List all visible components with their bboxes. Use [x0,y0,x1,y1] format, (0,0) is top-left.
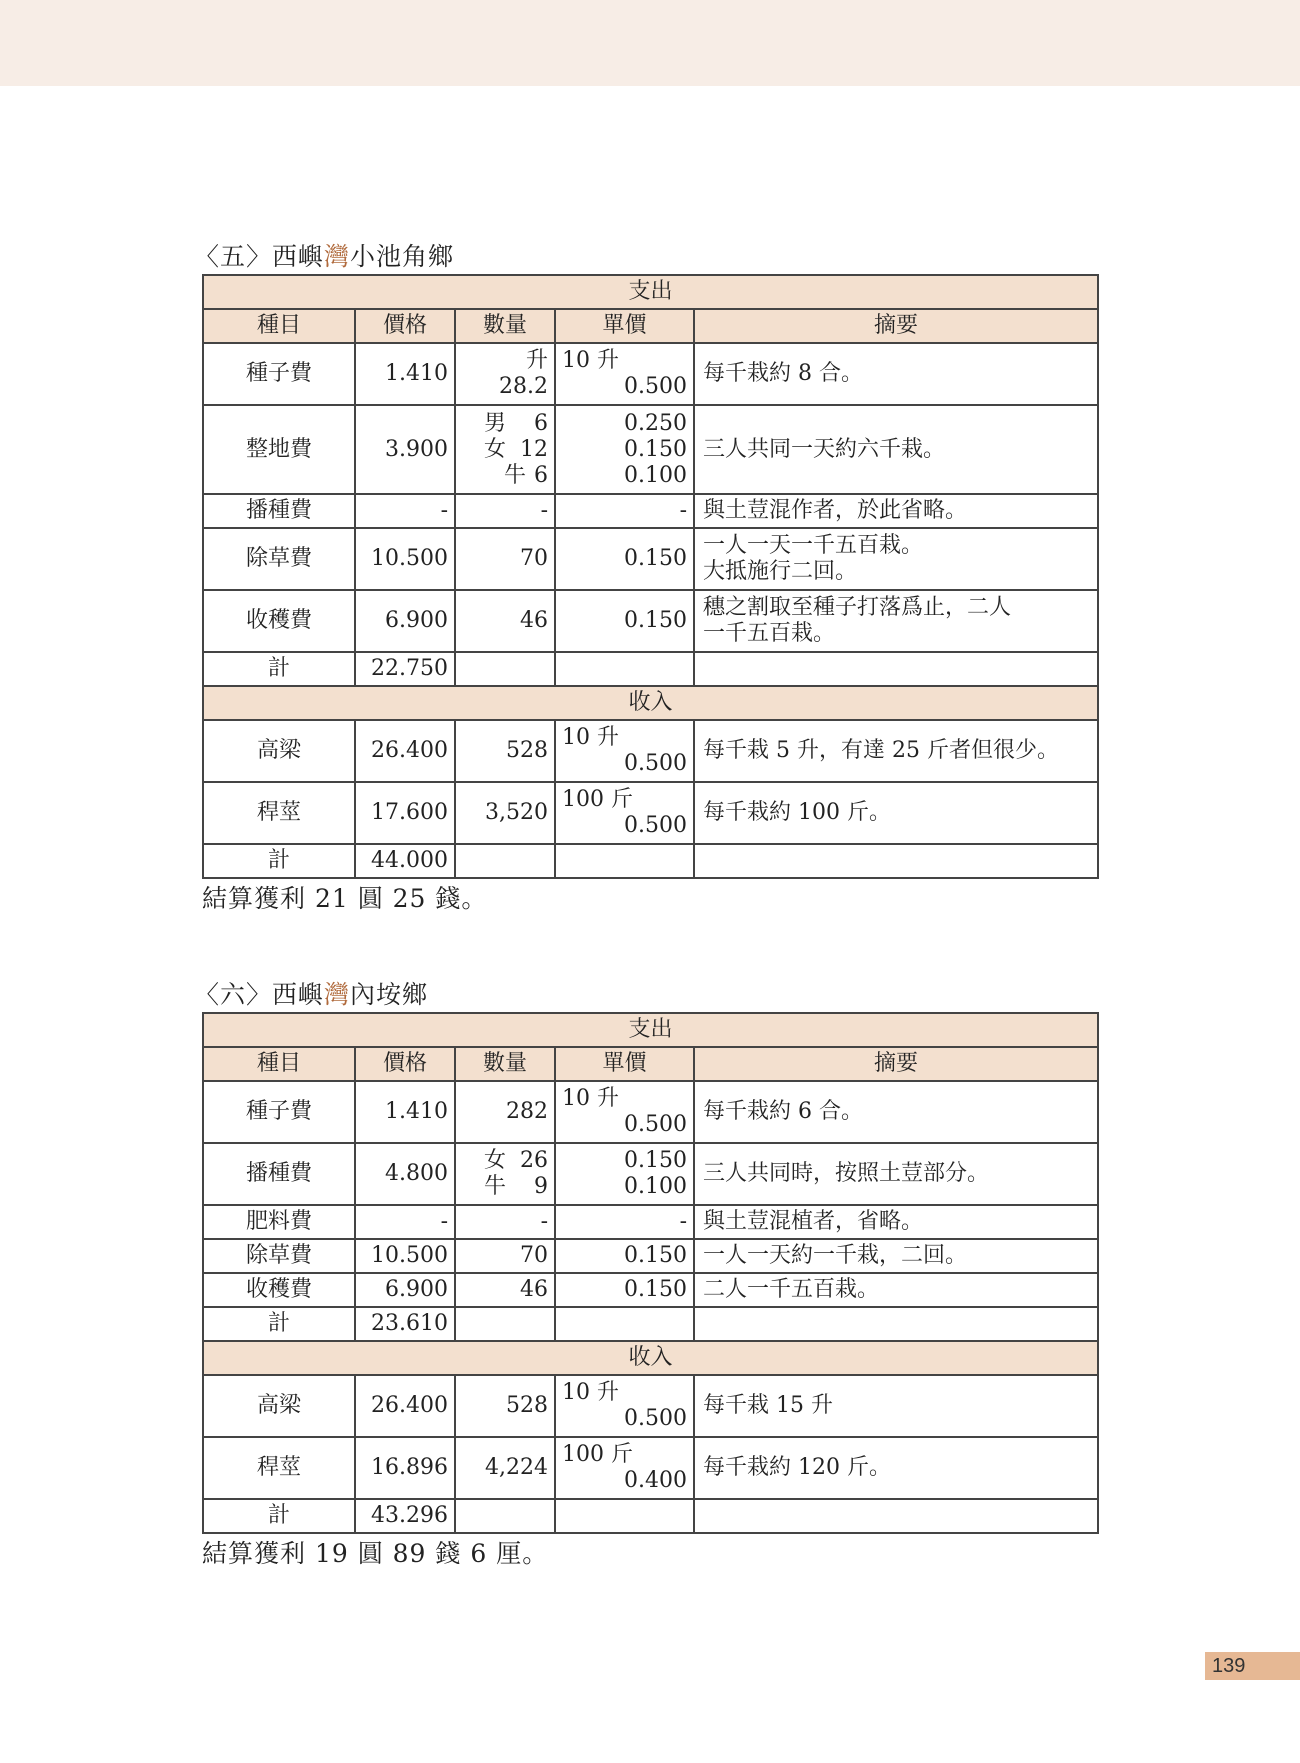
header-qty: 數量 [455,1047,555,1081]
table-row [203,782,1098,844]
unit-value: 0.500 [624,813,687,838]
cell-kind: 計 [203,1307,355,1341]
table-row [203,1205,1098,1239]
cell-price: 16.896 [355,1437,455,1499]
header-kind: 種目 [203,1047,355,1081]
unit-label: 100 斤 [562,1442,633,1467]
cell-unit: 0.150 [555,590,694,652]
summary-line: 一人一天一千五百栽。 [703,533,924,558]
cell-summary: 與土荳混作者，於此省略。 [694,494,1098,528]
cell-kind: 肥料費 [203,1205,355,1239]
cell-summary: 二人一千五百栽。 [694,1273,1098,1307]
cell-kind: 高梁 [203,720,355,782]
table-row [203,1437,1098,1499]
cell-price: 1.410 [355,343,455,405]
cell-empty [694,652,1098,686]
cell-unit [555,782,694,844]
top-band [0,0,1300,86]
cell-summary [694,528,1098,590]
cell-kind: 除草費 [203,528,355,590]
cell-empty [555,844,694,878]
expense-band: 支出 [203,275,1098,309]
table-row [203,720,1098,782]
header-unit: 單價 [555,309,694,343]
cell-qty [455,343,555,405]
cell-price: 1.410 [355,1081,455,1143]
cell-empty [694,1499,1098,1533]
cell-price: - [355,1205,455,1239]
unit-value: 0.100 [624,1174,687,1199]
cell-summary: 三人共同一天約六千栽。 [694,405,1098,494]
cell-price: 17.600 [355,782,455,844]
cell-unit: - [555,494,694,528]
section-title [194,240,1097,274]
qty-count: 12 [520,436,548,462]
cell-kind: 計 [203,652,355,686]
cell-unit: 0.150 [555,528,694,590]
title-highlight: 灣 [324,242,351,271]
title-suffix: 內垵鄉 [350,980,429,1009]
table-row-total [203,1499,1098,1533]
income-band: 收入 [203,686,1098,720]
budget-table [202,274,1099,879]
cell-kind: 播種費 [203,494,355,528]
section-xiyu-xiaochijiao [194,240,1097,919]
table-row [203,1375,1098,1437]
cell-price: 26.400 [355,1375,455,1437]
unit-value: 0.100 [624,462,687,488]
qty-count: 6 [534,410,548,436]
cell-empty [694,1307,1098,1341]
cell-summary: 每千栽 15 升 [694,1375,1098,1437]
income-band: 收入 [203,1341,1098,1375]
summary-line: 穗之割取至種子打落爲止，二人 [703,595,1012,620]
unit-value: 0.250 [624,410,687,436]
title-highlight: 灣 [324,980,351,1009]
title-suffix: 小池角鄉 [350,242,455,271]
unit-value: 0.500 [624,1112,687,1137]
cell-qty [455,1143,555,1205]
qty-pair [462,1148,548,1174]
unit-value: 0.500 [624,1406,687,1431]
qty-worker: 女 [483,436,506,462]
cell-price: - [355,494,455,528]
cell-empty [455,652,555,686]
header-unit: 單價 [555,1047,694,1081]
cell-summary: 一人一天約一千栽，二回。 [694,1239,1098,1273]
qty-pair [462,463,548,489]
table-row [203,590,1098,652]
header-price: 價格 [355,1047,455,1081]
header-kind: 種目 [203,309,355,343]
cell-qty: 46 [455,590,555,652]
cell-summary: 每千栽約 120 斤。 [694,1437,1098,1499]
table-row [203,528,1098,590]
cell-price: 10.500 [355,1239,455,1273]
unit-value: 0.400 [624,1468,687,1493]
qty-pair [462,1174,548,1200]
cell-price: 26.400 [355,720,455,782]
budget-table [202,1012,1099,1534]
cell-unit [555,720,694,782]
unit-label: 100 斤 [562,787,633,812]
cell-kind: 計 [203,1499,355,1533]
cell-kind: 種子費 [203,343,355,405]
cell-price: 43.296 [355,1499,455,1533]
cell-kind: 種子費 [203,1081,355,1143]
header-qty: 數量 [455,309,555,343]
cell-unit [555,343,694,405]
cell-price: 4.800 [355,1143,455,1205]
cell-price: 6.900 [355,1273,455,1307]
unit-value: 0.500 [624,751,687,776]
cell-empty [555,1499,694,1533]
cell-empty [455,1307,555,1341]
cell-qty: 282 [455,1081,555,1143]
qty-worker: 牛 [483,1174,506,1199]
unit-value: 0.150 [624,436,687,462]
cell-kind: 稈莖 [203,1437,355,1499]
unit-label: 10 升 [562,1380,619,1405]
cell-unit [555,405,694,494]
table-row [203,1273,1098,1307]
cell-price: 23.610 [355,1307,455,1341]
section-title [194,978,1097,1012]
cell-summary: 與土荳混植者，省略。 [694,1205,1098,1239]
title-prefix: 〈五〉西嶼 [194,242,325,271]
cell-summary: 每千栽約 8 合。 [694,343,1098,405]
table-row [203,343,1098,405]
qty-count: 6 [534,462,548,488]
table-row [203,1081,1098,1143]
header-price: 價格 [355,309,455,343]
cell-kind: 計 [203,844,355,878]
cell-empty [555,1307,694,1341]
cell-price: 6.900 [355,590,455,652]
qty-count: 9 [534,1174,548,1199]
unit-label: 10 升 [562,725,619,750]
cell-unit: 0.150 [555,1273,694,1307]
expense-band: 支出 [203,1013,1098,1047]
cell-qty [455,405,555,494]
table-row [203,494,1098,528]
qty-worker: 男 [483,410,506,436]
cell-summary [694,590,1098,652]
cell-price: 10.500 [355,528,455,590]
section-xiyu-neian [194,978,1097,1574]
qty-count: 26 [520,1148,548,1173]
table-row [203,405,1098,494]
table-row [203,1143,1098,1205]
summary-line: 一千五百栽。 [703,621,836,646]
result-line: 結算獲利 21 圓 25 錢。 [202,884,488,913]
cell-qty: 528 [455,1375,555,1437]
cell-summary: 每千栽約 100 斤。 [694,782,1098,844]
unit-value: 0.150 [624,1148,687,1173]
cell-qty: - [455,1205,555,1239]
qty-worker: 女 [483,1148,506,1173]
cell-qty: - [455,494,555,528]
title-prefix: 〈六〉西嶼 [194,980,325,1009]
qty-pair [462,411,548,437]
result-line: 結算獲利 19 圓 89 錢 6 厘。 [202,1539,549,1568]
cell-kind: 收穫費 [203,1273,355,1307]
cell-price: 3.900 [355,405,455,494]
cell-unit: 0.150 [555,1239,694,1273]
cell-qty: 70 [455,1239,555,1273]
qty-pair [462,437,548,463]
cell-kind: 除草費 [203,1239,355,1273]
cell-unit [555,1081,694,1143]
cell-unit [555,1375,694,1437]
summary-line: 大抵施行二回。 [703,559,858,584]
page-number: 139 [1212,1655,1246,1677]
table-row [203,1239,1098,1273]
cell-unit: - [555,1205,694,1239]
cell-qty: 528 [455,720,555,782]
cell-qty: 46 [455,1273,555,1307]
cell-qty: 70 [455,528,555,590]
cell-empty [694,844,1098,878]
qty-line: 升 [525,348,548,373]
cell-kind: 稈莖 [203,782,355,844]
cell-unit [555,1437,694,1499]
cell-qty: 3,520 [455,782,555,844]
unit-value: 0.500 [624,374,687,399]
cell-price: 22.750 [355,652,455,686]
cell-kind: 收穫費 [203,590,355,652]
cell-empty [555,652,694,686]
cell-empty [455,1499,555,1533]
table-row-total [203,1307,1098,1341]
cell-empty [455,844,555,878]
header-summary: 摘要 [694,309,1098,343]
cell-kind: 整地費 [203,405,355,494]
header-summary: 摘要 [694,1047,1098,1081]
table-row-total [203,652,1098,686]
cell-summary: 每千栽 5 升，有達 25 斤者但很少。 [694,720,1098,782]
cell-summary: 三人共同時，按照土荳部分。 [694,1143,1098,1205]
cell-kind: 播種費 [203,1143,355,1205]
cell-kind: 高梁 [203,1375,355,1437]
qty-worker: 牛 [503,462,526,488]
unit-label: 10 升 [562,348,619,373]
cell-price: 44.000 [355,844,455,878]
qty-line: 28.2 [499,374,548,399]
cell-unit [555,1143,694,1205]
table-row-total [203,844,1098,878]
cell-qty: 4,224 [455,1437,555,1499]
unit-label: 10 升 [562,1086,619,1111]
cell-summary: 每千栽約 6 合。 [694,1081,1098,1143]
